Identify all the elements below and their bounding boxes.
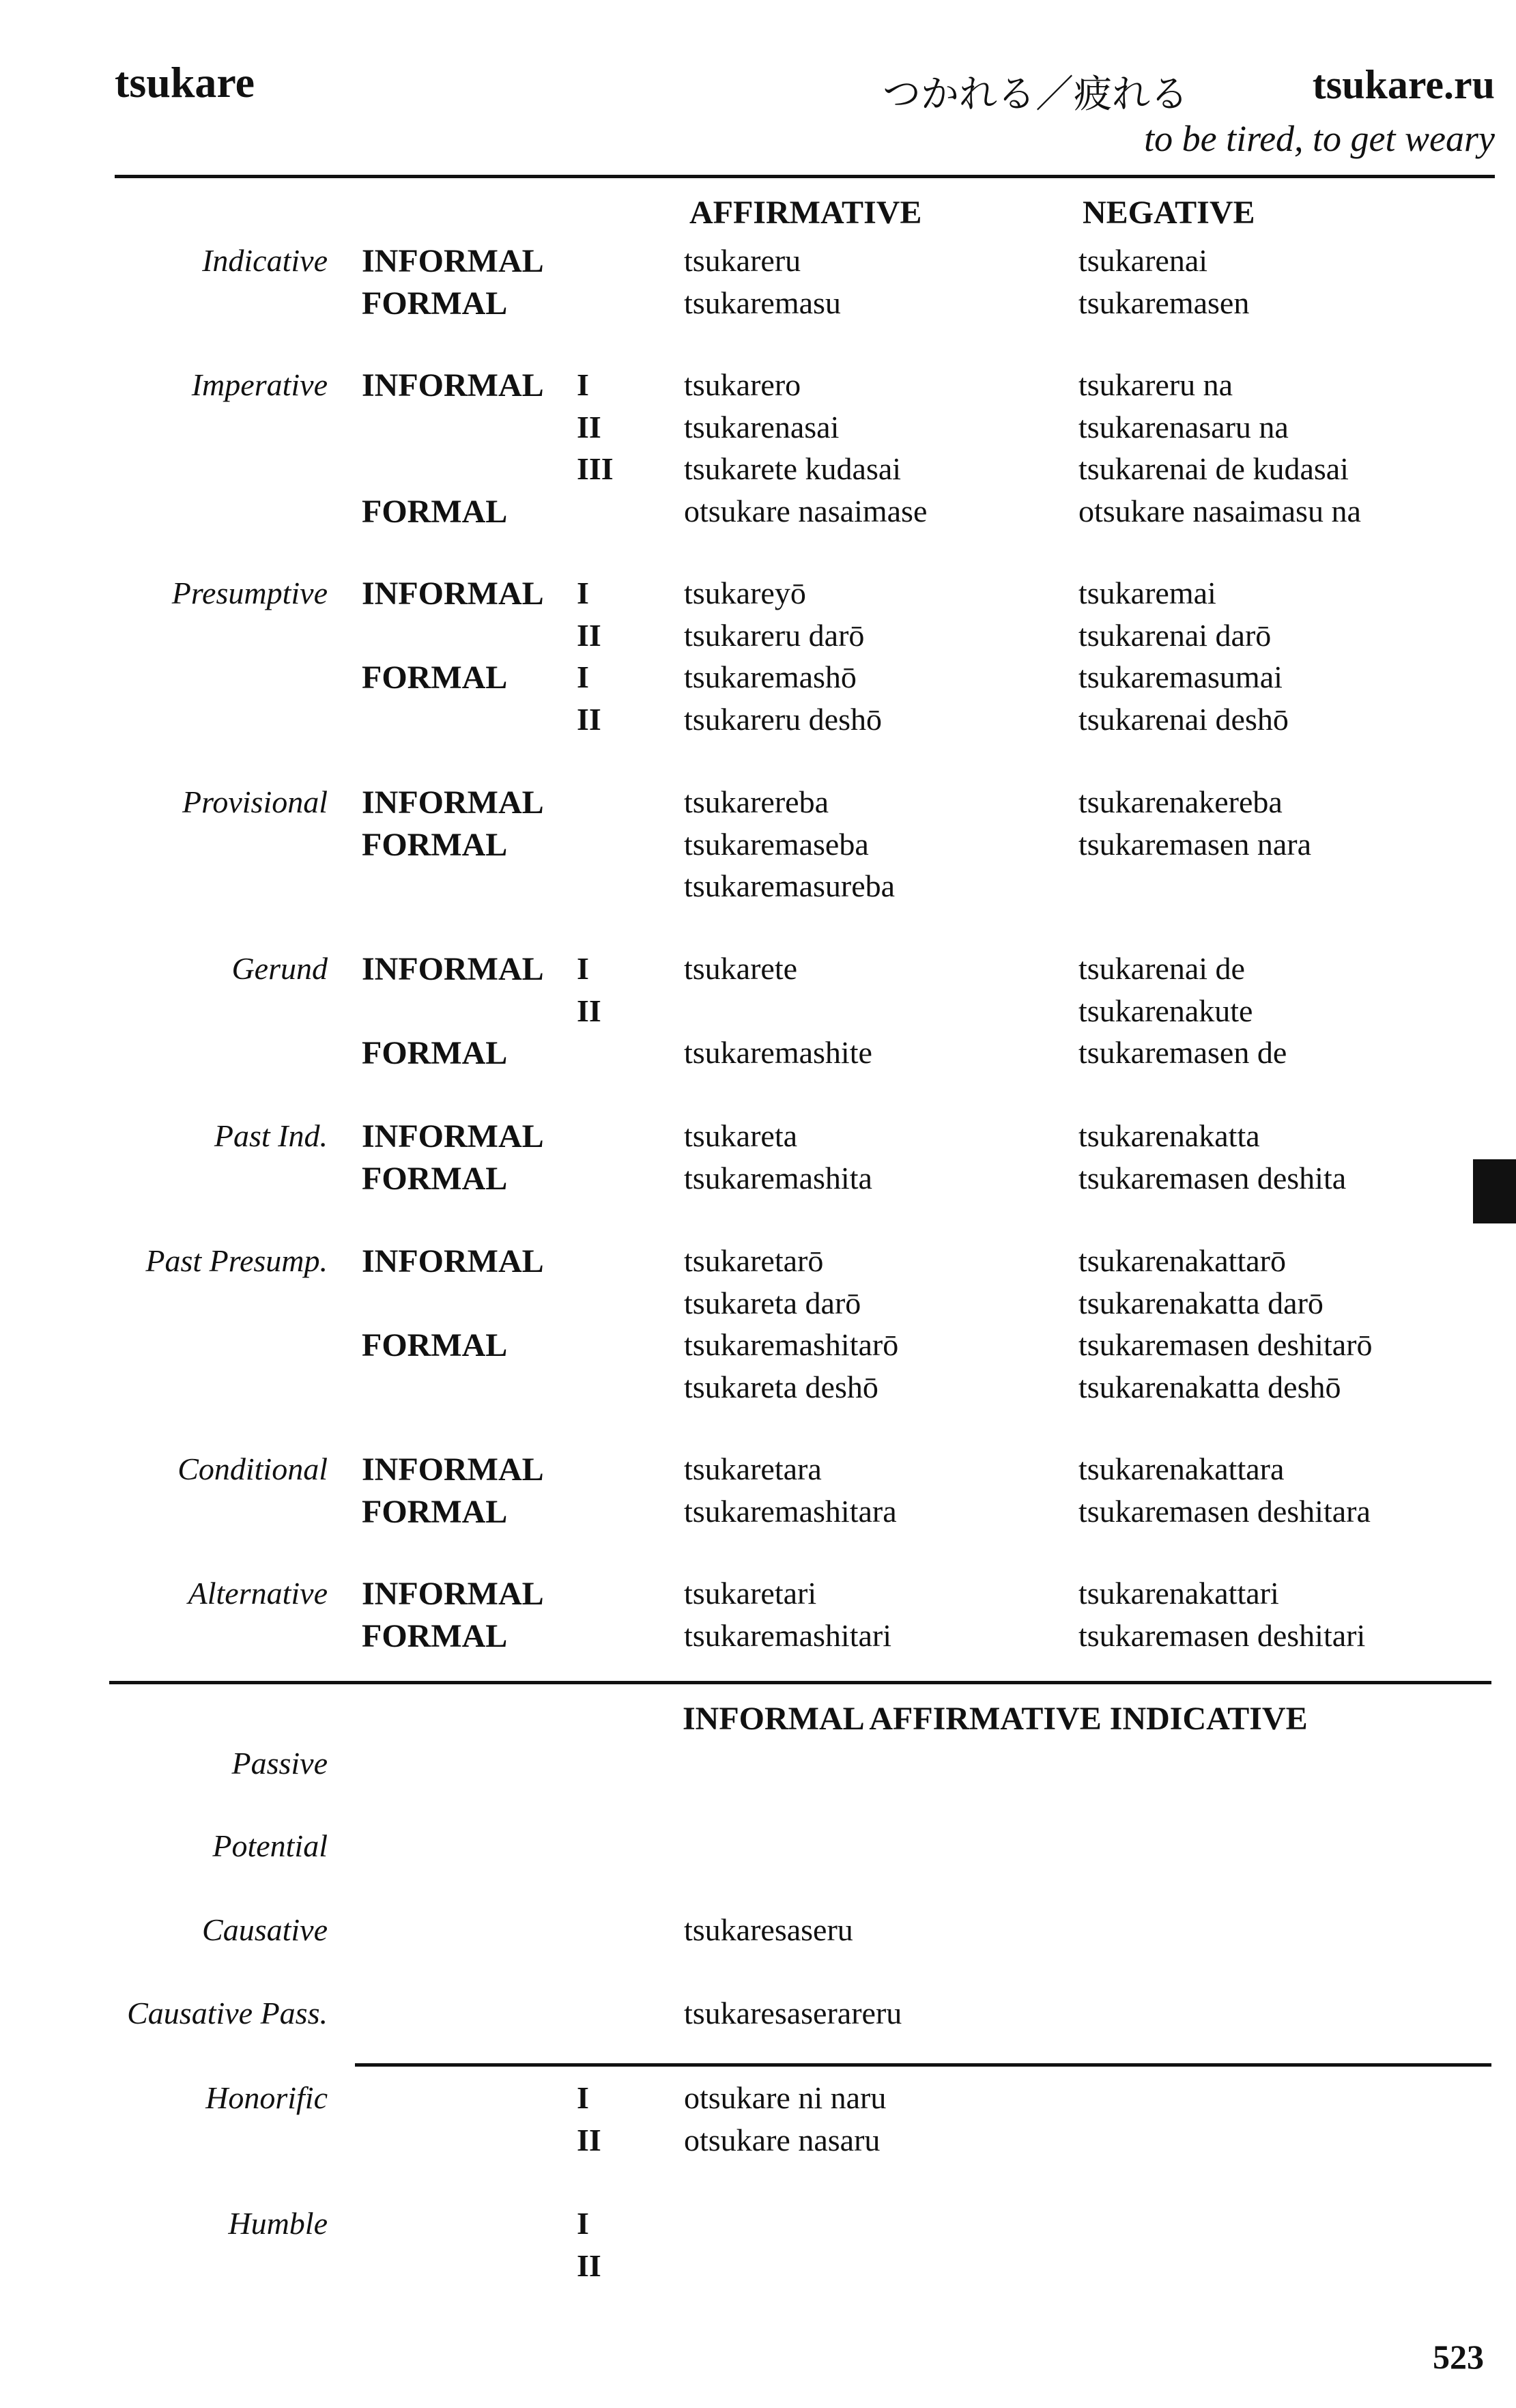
- affirmative-form: tsukareta darō: [684, 1285, 861, 1320]
- affirmative-form: tsukaremashitara: [684, 1493, 897, 1529]
- form-number: II: [577, 409, 601, 444]
- form-number: I: [577, 576, 589, 610]
- register-label: INFORMAL: [362, 784, 544, 821]
- affirmative-form: tsukareru: [684, 243, 801, 278]
- conjugation-label: Alternative: [188, 1576, 328, 1611]
- derived-label: Potential: [212, 1828, 328, 1863]
- affirmative-form: tsukareru deshō: [684, 701, 882, 737]
- affirmative-form: tsukareta: [684, 1118, 798, 1153]
- negative-form: tsukarenai de: [1078, 951, 1245, 986]
- affirmative-form: tsukaretarō: [684, 1243, 824, 1278]
- conjugation-label: Indicative: [202, 243, 328, 278]
- negative-form: otsukare nasaimasu na: [1078, 493, 1361, 528]
- negative-form: tsukarenai: [1078, 243, 1208, 278]
- form-number: II: [577, 701, 601, 737]
- thumb-index-tab: [1473, 1159, 1516, 1223]
- register-label: FORMAL: [362, 1160, 508, 1197]
- register-label: FORMAL: [362, 1493, 508, 1530]
- conjugation-label: Gerund: [231, 951, 328, 986]
- negative-form: tsukarenakute: [1078, 993, 1253, 1028]
- conjugation-label: Conditional: [177, 1451, 328, 1486]
- conjugation-label: Past Presump.: [145, 1243, 328, 1278]
- honorific-rule: [355, 2063, 1491, 2067]
- form-number: I: [577, 660, 589, 694]
- honorific-label: Humble: [228, 2206, 328, 2241]
- header-rule: [115, 175, 1495, 178]
- affirmative-form: tsukareru darō: [684, 617, 865, 653]
- register-label: INFORMAL: [362, 576, 544, 612]
- register-label: INFORMAL: [362, 1243, 544, 1279]
- derived-heading: INFORMAL AFFIRMATIVE INDICATIVE: [683, 1701, 1308, 1737]
- headword-kana: つかれる／疲れる: [883, 72, 1188, 117]
- register-label: INFORMAL: [362, 1451, 544, 1488]
- negative-form: tsukarenakatta deshō: [1078, 1369, 1341, 1404]
- derived-label: Passive: [231, 1746, 328, 1781]
- negative-form: tsukarenakereba: [1078, 784, 1283, 819]
- affirmative-form: tsukaretari: [684, 1576, 817, 1611]
- affirmative-form: tsukareyō: [684, 576, 806, 610]
- negative-form: tsukaremasen nara: [1078, 826, 1312, 862]
- register-label: FORMAL: [362, 1617, 508, 1654]
- register-label: FORMAL: [362, 660, 508, 696]
- form-number: II: [577, 2123, 601, 2157]
- negative-form: tsukarenai deshō: [1078, 701, 1289, 737]
- negative-form: tsukarenai darō: [1078, 617, 1272, 653]
- affirmative-form: tsukaremasu: [684, 285, 841, 320]
- affirmative-form: tsukarete kudasai: [684, 451, 902, 486]
- register-label: INFORMAL: [362, 1576, 544, 1612]
- form-number: II: [577, 993, 601, 1028]
- honorific-form: otsukare ni naru: [684, 2080, 887, 2115]
- affirmative-form: tsukaremashita: [684, 1160, 872, 1195]
- conjugation-label: Provisional: [182, 784, 328, 819]
- honorific-label: Honorific: [205, 2080, 328, 2115]
- column-negative: NEGATIVE: [1083, 195, 1255, 231]
- negative-form: tsukaremasen deshitarō: [1078, 1327, 1373, 1362]
- negative-form: tsukareru na: [1078, 367, 1233, 402]
- register-label: FORMAL: [362, 285, 508, 322]
- register-label: FORMAL: [362, 1327, 508, 1363]
- form-number: I: [577, 951, 589, 986]
- register-label: INFORMAL: [362, 951, 544, 987]
- column-affirmative: AFFIRMATIVE: [689, 195, 922, 231]
- derived-form: tsukaresaserareru: [684, 1996, 902, 2030]
- negative-form: tsukarenakatta darō: [1078, 1285, 1324, 1320]
- form-number: I: [577, 2080, 589, 2115]
- affirmative-form: tsukaremashite: [684, 1035, 872, 1070]
- conjugation-label: Past Ind.: [214, 1118, 328, 1153]
- affirmative-form: tsukarenasai: [684, 409, 840, 444]
- register-label: INFORMAL: [362, 1118, 544, 1155]
- affirmative-form: tsukaremaseba: [684, 826, 869, 862]
- negative-form: tsukaremasen deshita: [1078, 1160, 1347, 1195]
- form-number: II: [577, 2248, 601, 2283]
- honorific-form: otsukare nasaru: [684, 2123, 881, 2157]
- register-label: INFORMAL: [362, 243, 544, 279]
- negative-form: tsukaremasen deshitara: [1078, 1493, 1371, 1529]
- derived-form: tsukaresaseru: [684, 1912, 853, 1947]
- register-label: FORMAL: [362, 493, 508, 530]
- form-number: I: [577, 2206, 589, 2241]
- form-number: I: [577, 367, 589, 402]
- headword-meaning: to be tired, to get weary: [1144, 118, 1495, 159]
- derived-label: Causative Pass.: [127, 1996, 328, 2030]
- affirmative-form: tsukarereba: [684, 784, 829, 819]
- form-number: III: [577, 451, 614, 486]
- conjugation-label: Presumptive: [171, 576, 328, 610]
- derived-label: Causative: [202, 1912, 328, 1947]
- affirmative-form: tsukaremashitari: [684, 1617, 892, 1653]
- affirmative-form: tsukaretara: [684, 1451, 822, 1486]
- affirmative-form: tsukaremashitarō: [684, 1327, 899, 1362]
- negative-form: tsukarenakattari: [1078, 1576, 1279, 1611]
- affirmative-form: tsukarete: [684, 951, 798, 986]
- negative-form: tsukaremasumai: [1078, 660, 1283, 694]
- negative-form: tsukarenakatta: [1078, 1118, 1260, 1153]
- headword-romaji: tsukare.ru: [1312, 62, 1495, 107]
- form-number: II: [577, 617, 601, 653]
- affirmative-form: tsukaremasureba: [684, 868, 896, 903]
- negative-form: tsukaremasen deshitari: [1078, 1617, 1366, 1653]
- negative-form: tsukaremasen de: [1078, 1035, 1287, 1070]
- negative-form: tsukarenakattarō: [1078, 1243, 1286, 1278]
- negative-form: tsukarenai de kudasai: [1078, 451, 1349, 486]
- register-label: FORMAL: [362, 826, 508, 863]
- negative-form: tsukaremasen: [1078, 285, 1250, 320]
- section-rule: [109, 1681, 1491, 1684]
- conjugation-label: Imperative: [191, 367, 328, 402]
- register-label: FORMAL: [362, 1035, 508, 1071]
- negative-form: tsukaremai: [1078, 576, 1216, 610]
- negative-form: tsukarenakattara: [1078, 1451, 1285, 1486]
- register-label: INFORMAL: [362, 367, 544, 403]
- negative-form: tsukarenasaru na: [1078, 409, 1289, 444]
- page-number: 523: [1433, 2338, 1484, 2376]
- affirmative-form: otsukare nasaimase: [684, 493, 928, 528]
- affirmative-form: tsukareta deshō: [684, 1369, 878, 1404]
- affirmative-form: tsukarero: [684, 367, 801, 402]
- affirmative-form: tsukaremashō: [684, 660, 857, 694]
- headword: tsukare: [115, 58, 255, 107]
